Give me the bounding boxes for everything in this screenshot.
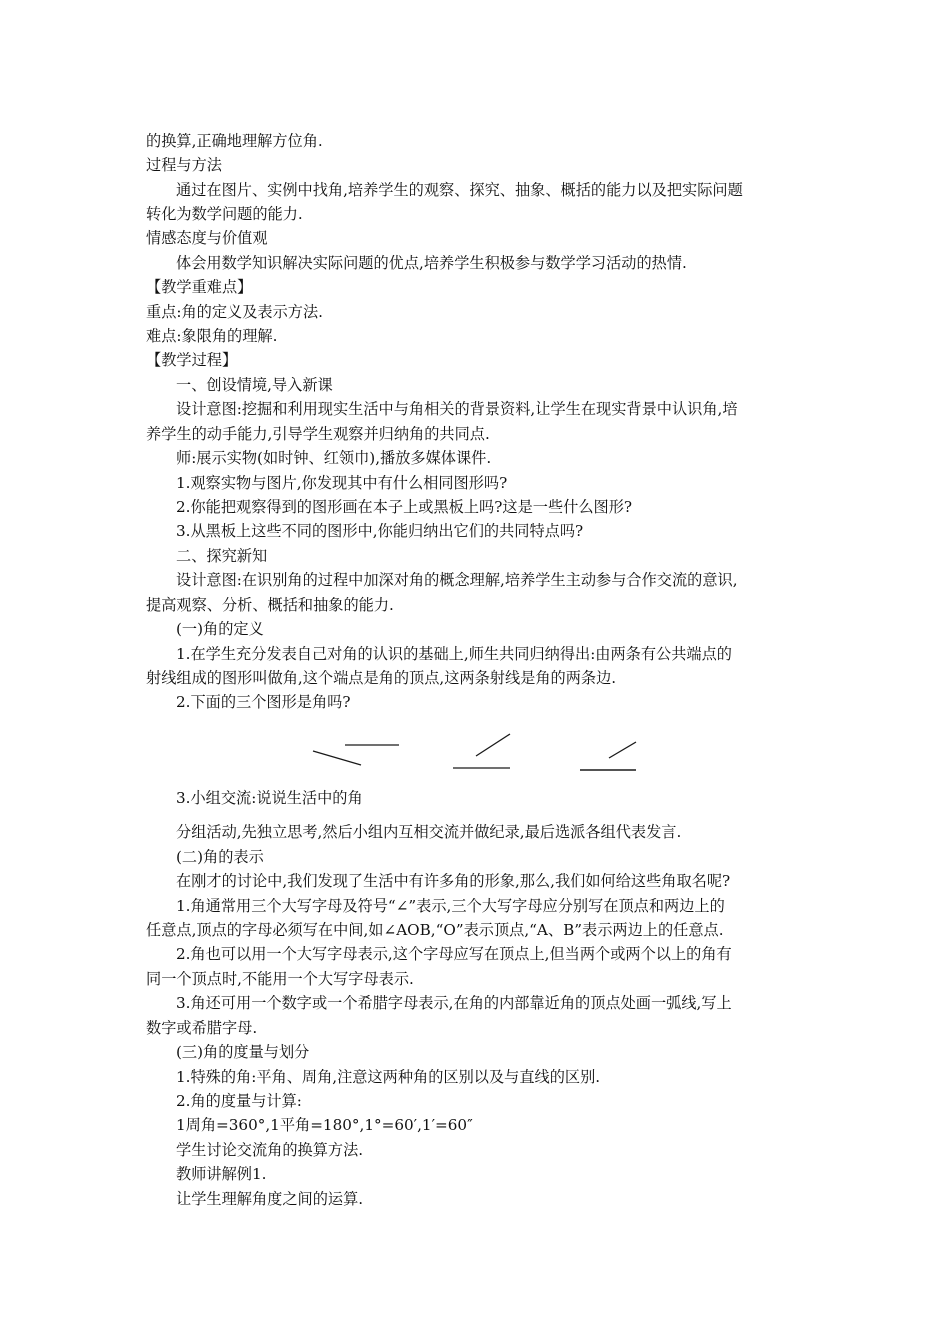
text-line: 在刚才的讨论中,我们发现了生活中有许多角的形象,那么,我们如何给这些角取名呢? bbox=[176, 872, 731, 890]
text-line: 学生讨论交流角的换算方法. bbox=[176, 1141, 364, 1159]
text-line: 同一个顶点时,不能用一个大写字母表示. bbox=[146, 970, 414, 988]
subsection-heading: (一)角的定义 bbox=[176, 620, 264, 638]
text-line: 转化为数学问题的能力. bbox=[146, 205, 303, 223]
text-line: 的换算,正确地理解方位角. bbox=[146, 132, 323, 150]
section-heading: 【教学重难点】 bbox=[146, 278, 253, 296]
text-line: 难点:象限角的理解. bbox=[146, 327, 278, 345]
text-line: 体会用数学知识解决实际问题的优点,培养学生积极参与数学学习活动的热情. bbox=[176, 254, 687, 272]
list-item: 1.观察实物与图片,你发现其中有什么相同图形吗? bbox=[176, 474, 508, 492]
text-line: 射线组成的图形叫做角,这个端点是角的顶点,这两条射线是角的两条边. bbox=[146, 669, 617, 687]
list-item: 1.在学生充分发表自己对角的认识的基础上,师生共同归纳得出:由两条有公共端点的 bbox=[176, 645, 732, 663]
subsection-heading: (二)角的表示 bbox=[176, 848, 264, 866]
text-line: 重点:角的定义及表示方法. bbox=[146, 303, 324, 321]
text-line: 数字或希腊字母. bbox=[146, 1019, 258, 1037]
section-heading: 【教学过程】 bbox=[146, 351, 238, 369]
text-line: 让学生理解角度之间的运算. bbox=[176, 1190, 364, 1208]
subsection-heading: 二、探究新知 bbox=[176, 547, 268, 565]
text-line: 师:展示实物(如时钟、红领巾),播放多媒体课件. bbox=[176, 449, 492, 467]
subsection-heading: 一、创设情境,导入新课 bbox=[176, 376, 333, 394]
angle-figures-svg bbox=[300, 728, 660, 778]
text-line: 养学生的动手能力,引导学生观察并归纳角的共同点. bbox=[146, 425, 490, 443]
figure-3-rays-not-meeting bbox=[580, 742, 636, 770]
list-item: 2.角的度量与计算: bbox=[176, 1092, 302, 1110]
text-line: 任意点,顶点的字母必须写在中间,如∠AOB,“O”表示顶点,“A、B”表示两边上的任意点. bbox=[146, 921, 724, 939]
text-line: 通过在图片、实例中找角,培养学生的观察、探究、抽象、概括的能力以及把实际问题 bbox=[176, 181, 743, 199]
list-item: 2.角也可以用一个大写字母表示,这个字母应写在顶点上,但当两个或两个以上的角有 bbox=[176, 945, 732, 963]
figure-1-ray-b bbox=[313, 751, 361, 765]
text-line: 提高观察、分析、概括和抽象的能力. bbox=[146, 596, 394, 614]
formula-line: 1周角=360°,1平角=180°,1°=60′,1′=60″ bbox=[176, 1116, 473, 1134]
section-heading: 过程与方法 bbox=[146, 156, 222, 174]
section-heading: 情感态度与价值观 bbox=[146, 229, 268, 247]
figure-2-ray-b bbox=[476, 734, 510, 756]
list-item: 2.下面的三个图形是角吗? bbox=[176, 693, 351, 711]
list-item: 1.特殊的角:平角、周角,注意这两种角的区别以及与直线的区别. bbox=[176, 1068, 601, 1086]
figure-3-ray-b bbox=[609, 742, 636, 758]
list-item: 1.角通常用三个大写字母及符号“∠”表示,三个大写字母应分别写在顶点和两边上的 bbox=[176, 897, 725, 915]
list-item: 3.从黑板上这些不同的图形中,你能归纳出它们的共同特点吗? bbox=[176, 522, 584, 540]
text-line: 设计意图:在识别角的过程中加深对角的概念理解,培养学生主动参与合作交流的意识, bbox=[176, 571, 738, 589]
subsection-heading: (三)角的度量与划分 bbox=[176, 1043, 310, 1061]
text-line: 教师讲解例1. bbox=[176, 1165, 267, 1183]
text-line: 设计意图:挖掘和利用现实生活中与角相关的背景资料,让学生在现实背景中认识角,培 bbox=[176, 400, 738, 418]
list-item: 2.你能把观察得到的图形画在本子上或黑板上吗?这是一些什么图形? bbox=[176, 498, 633, 516]
figure-1-two-separate-rays bbox=[313, 745, 399, 765]
list-item: 3.角还可用一个数字或一个希腊字母表示,在角的内部靠近角的顶点处画一弧线,写上 bbox=[176, 994, 732, 1012]
angle-figures bbox=[300, 728, 660, 778]
text-line: 分组活动,先独立思考,然后小组内互相交流并做纪录,最后选派各组代表发言. bbox=[176, 823, 682, 841]
list-item: 3.小组交流:说说生活中的角 bbox=[176, 789, 363, 807]
figure-2-rays-without-common-endpoint bbox=[453, 734, 510, 768]
